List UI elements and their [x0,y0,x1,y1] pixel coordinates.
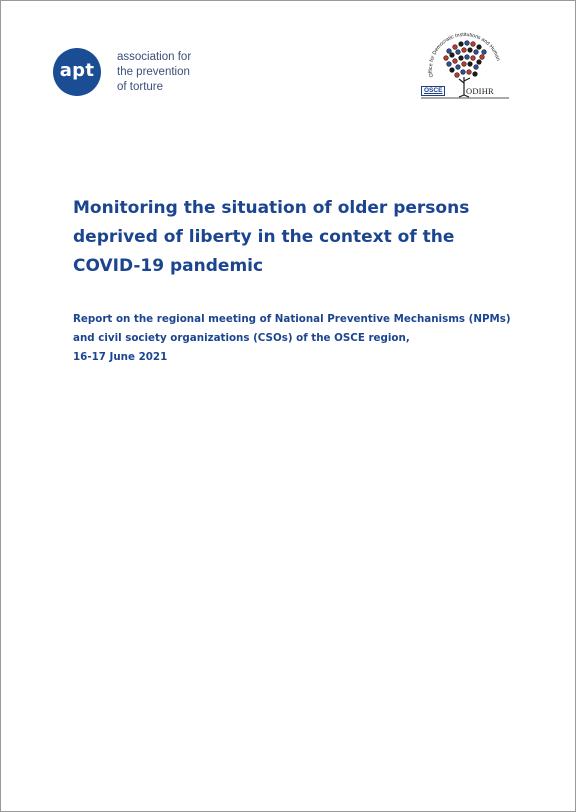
odihr-arc-text: Office for Democratic Institutions and Human [427,32,501,78]
tree-canopy [444,41,487,78]
report-title-line: Monitoring the situation of older persons [73,198,470,218]
report-subtitle-line: Report on the regional meeting of National Preventive Mechanisms (NPMs) [73,313,511,325]
apt-logo-line: the prevention [117,65,190,78]
report-title [73,194,503,281]
report-title-line: COVID-19 pandemic [73,256,264,276]
apt-logo-line: of torture [117,80,164,93]
osce-odihr-logo [419,21,511,103]
apt-logo-abbreviation: apt [59,60,95,81]
apt-logo [53,48,191,96]
report-subtitle-line: 16-17 June 2021 [73,351,168,363]
report-title-line: deprived of liberty in the context of the [73,227,455,247]
odihr-label: ODIHR [466,86,494,96]
apt-logo-circle [53,48,101,96]
report-subtitle-line: and civil society organizations (CSOs) of the OSCE region, [73,332,410,344]
report-subtitle [73,310,533,367]
svg-text:Office for Democratic Institut [419,21,501,78]
apt-logo-text [117,50,191,95]
apt-logo-line: association for [117,50,192,63]
osce-label: OSCE [421,86,445,96]
